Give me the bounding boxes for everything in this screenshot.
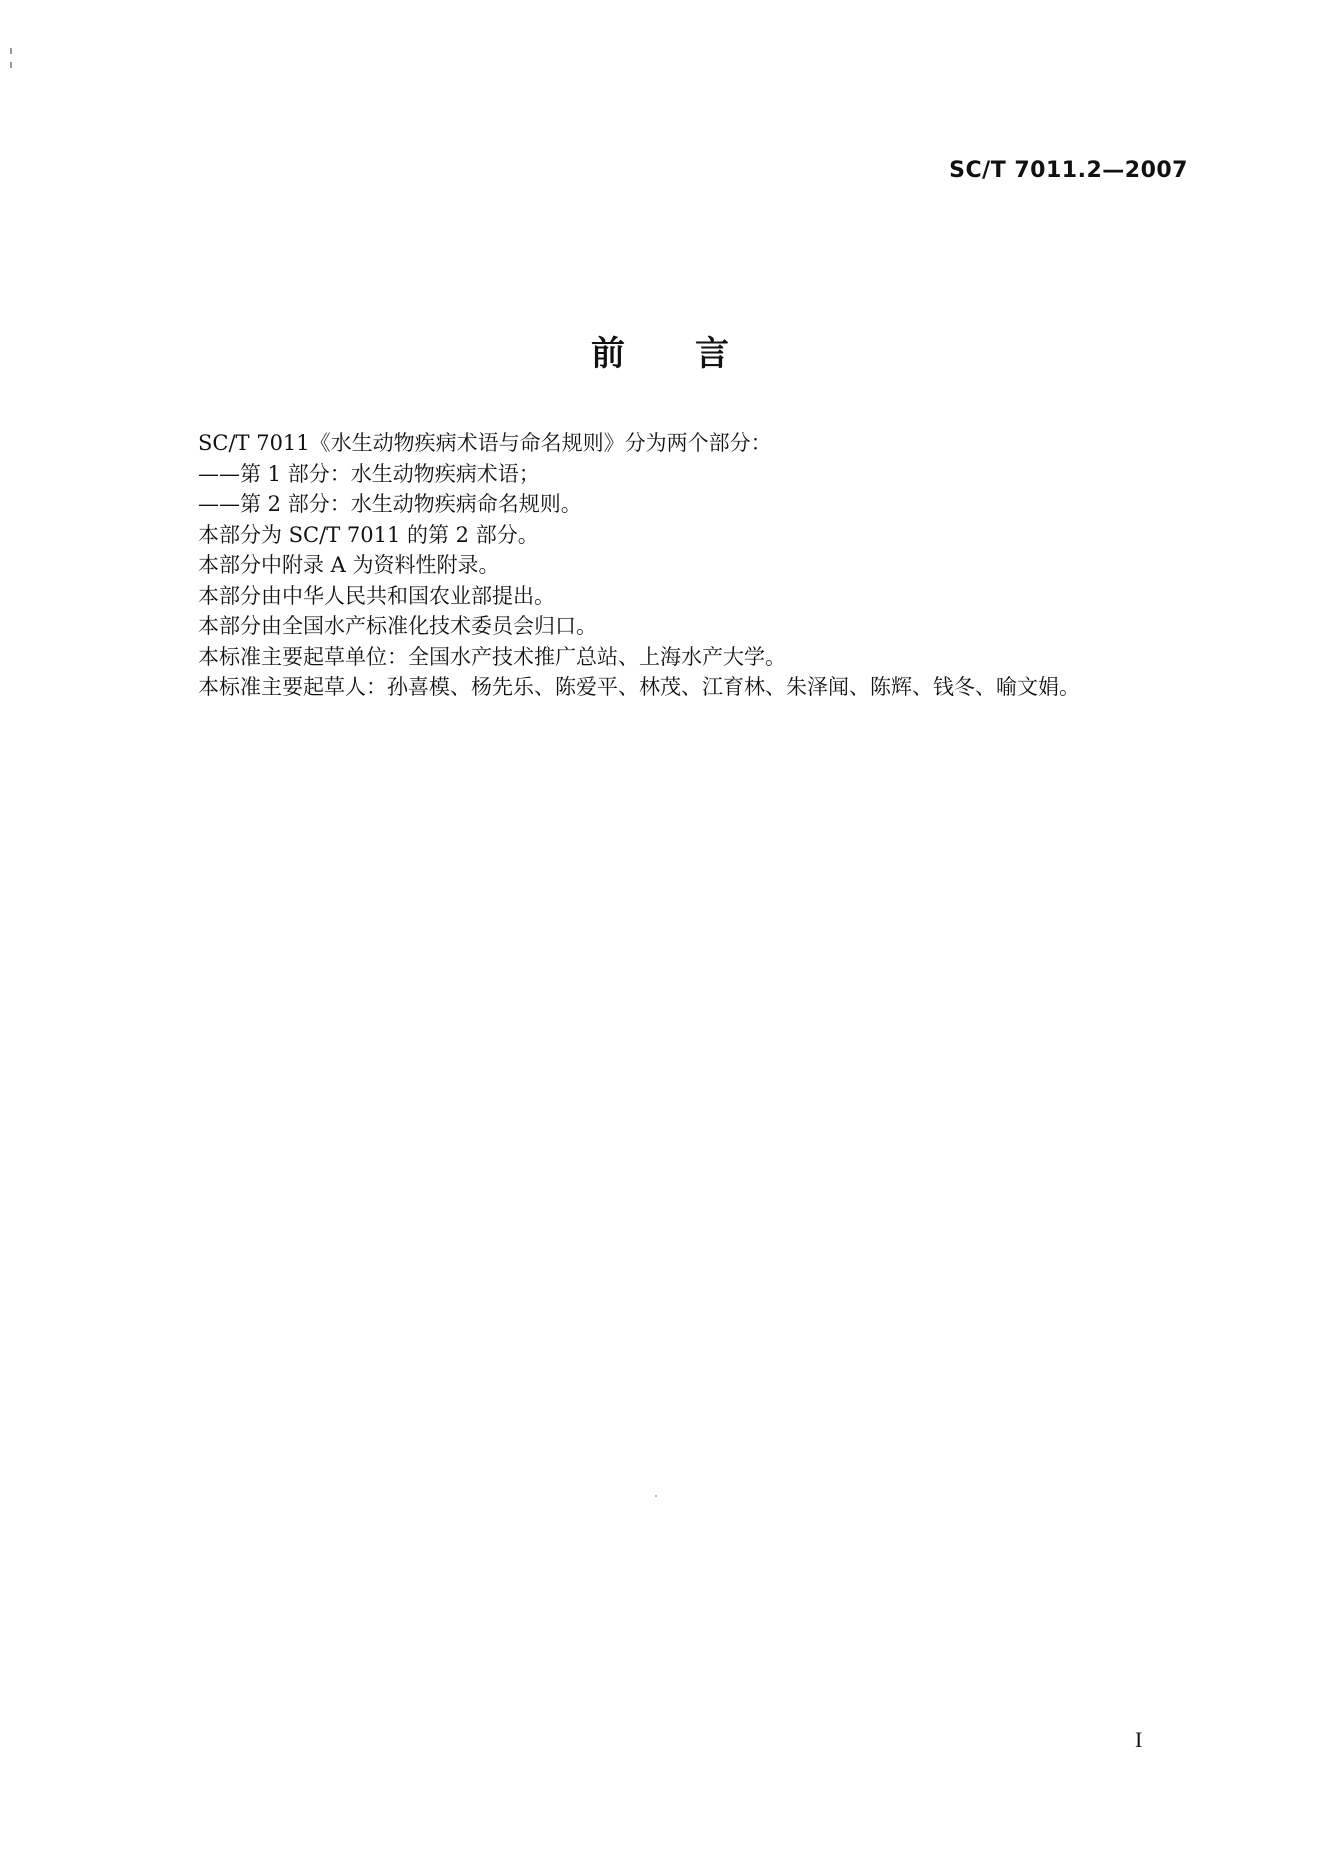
paragraph-line: 本部分由全国水产标准化技术委员会归口。 bbox=[198, 614, 597, 638]
scan-artifact bbox=[10, 48, 12, 54]
paragraph-line: ——第 2 部分：水生动物疾病命名规则。 bbox=[198, 492, 582, 516]
paragraph-line: 本标准主要起草人：孙喜模、杨先乐、陈爱平、林茂、江育林、朱泽闻、陈辉、钱冬、喻文娟。 bbox=[198, 675, 1080, 699]
scan-artifact bbox=[10, 62, 12, 68]
title-char: 言 bbox=[695, 334, 729, 374]
standard-code: SC/T 7011.2—2007 bbox=[949, 158, 1188, 183]
page-title bbox=[0, 326, 1320, 375]
page-number: I bbox=[1135, 1727, 1143, 1752]
paragraph-line: SC/T 7011《水生动物疾病术语与命名规则》分为两个部分： bbox=[198, 431, 772, 455]
foreword-body bbox=[198, 428, 1118, 703]
scan-artifact bbox=[655, 1495, 657, 1497]
paragraph-line: 本部分为 SC/T 7011 的第 2 部分。 bbox=[198, 522, 539, 547]
paragraph-line: 本部分由中华人民共和国农业部提出。 bbox=[198, 583, 555, 608]
paragraph-line: 本部分中附录 A 为资料性附录。 bbox=[198, 553, 500, 577]
title-char: 前 bbox=[591, 334, 625, 374]
paragraph-line: 本标准主要起草单位：全国水产技术推广总站、上海水产大学。 bbox=[198, 644, 786, 669]
paragraph-line: ——第 1 部分：水生动物疾病术语； bbox=[198, 461, 540, 486]
